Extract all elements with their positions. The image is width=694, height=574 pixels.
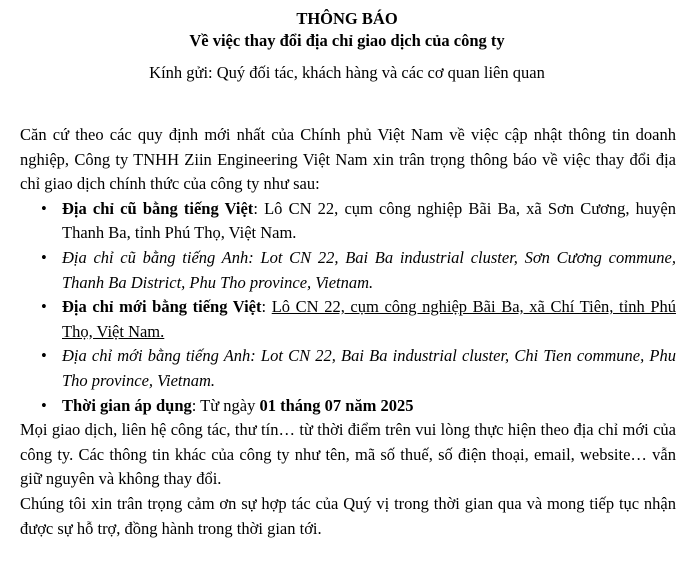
list-item-effective-date	[41, 394, 676, 419]
recipient-line: Kính gửi: Quý đối tác, khách hàng và các cơ quan liên quan	[149, 63, 545, 82]
document-body	[20, 123, 676, 541]
list-item-new-address-vi	[41, 295, 677, 344]
bullet-icon: •	[41, 395, 47, 415]
bullet-icon: •	[41, 247, 47, 267]
old-address-en-text: Địa chỉ cũ bằng tiếng Anh: Lot CN 22, Bai Ba industrial cluster, Sơn Cương commune, Thanh Ba District, Phu Tho province, Vietnam.	[62, 247, 676, 292]
effective-date-label: Thời gian áp dụng	[62, 395, 192, 415]
bullet-icon: •	[41, 297, 47, 317]
closing-paragraph-2: Chúng tôi xin trân trọng cảm ơn sự hợp tác của Quý vị trong thời gian qua và mong tiếp tục nhận được sự hỗ trợ, đồng hành trong thời gian tới.	[20, 493, 676, 538]
closing-paragraph-1: Mọi giao dịch, liên hệ công tác, thư tín… từ thời điểm trên vui lòng thực hiện theo địa chỉ mới của công ty. Các thông tin khác của công ty như tên, mã số thuế, số điện thoại, email, website… vẫn giữ nguyên và không thay đổi.	[20, 420, 676, 489]
address-list	[20, 197, 676, 418]
effective-date-prefix: : Từ ngày	[191, 395, 260, 415]
bullet-icon: •	[41, 198, 47, 218]
list-item-old-address-en	[41, 246, 676, 295]
intro-paragraph: Căn cứ theo các quy định mới nhất của Chính phủ Việt Nam về việc cập nhật thông tin doanh nghiệp, Công ty TNHH Ziin Engineering Việt Nam xin trân trọng thông báo về việc thay đổi địa chỉ giao dịch chính thức của công ty như sau:	[20, 125, 676, 194]
old-address-vi-value: : Lô CN 22, cụm công nghiệp Bãi Ba, xã Sơn Cương, huyện Thanh Ba, tỉnh Phú Thọ, Việt Nam.	[62, 198, 676, 243]
new-address-vi-label: Địa chỉ mới bằng tiếng Việt	[62, 297, 262, 317]
new-address-vi-value: Lô CN 22, cụm công nghiệp Bãi Ba, xã Chí Tiên, tỉnh Phú Thọ, Việt Nam.	[62, 297, 677, 341]
list-item-new-address-en	[41, 344, 676, 393]
new-address-vi-separator: :	[261, 297, 272, 317]
new-address-en-text: Địa chỉ mới bằng tiếng Anh: Lot CN 22, Bai Ba industrial cluster, Chi Tien commune, Phu Tho province, Vietnam.	[62, 346, 676, 390]
effective-date-value: 01 tháng 07 năm 2025	[259, 395, 414, 415]
list-item-old-address-vi	[41, 197, 676, 246]
bullet-icon: •	[41, 346, 47, 366]
old-address-vi-label: Địa chỉ cũ bằng tiếng Việt	[62, 198, 254, 218]
document-title: THÔNG BÁO	[296, 9, 398, 28]
document-subtitle: Về việc thay đổi địa chỉ giao dịch của công ty	[189, 31, 505, 50]
